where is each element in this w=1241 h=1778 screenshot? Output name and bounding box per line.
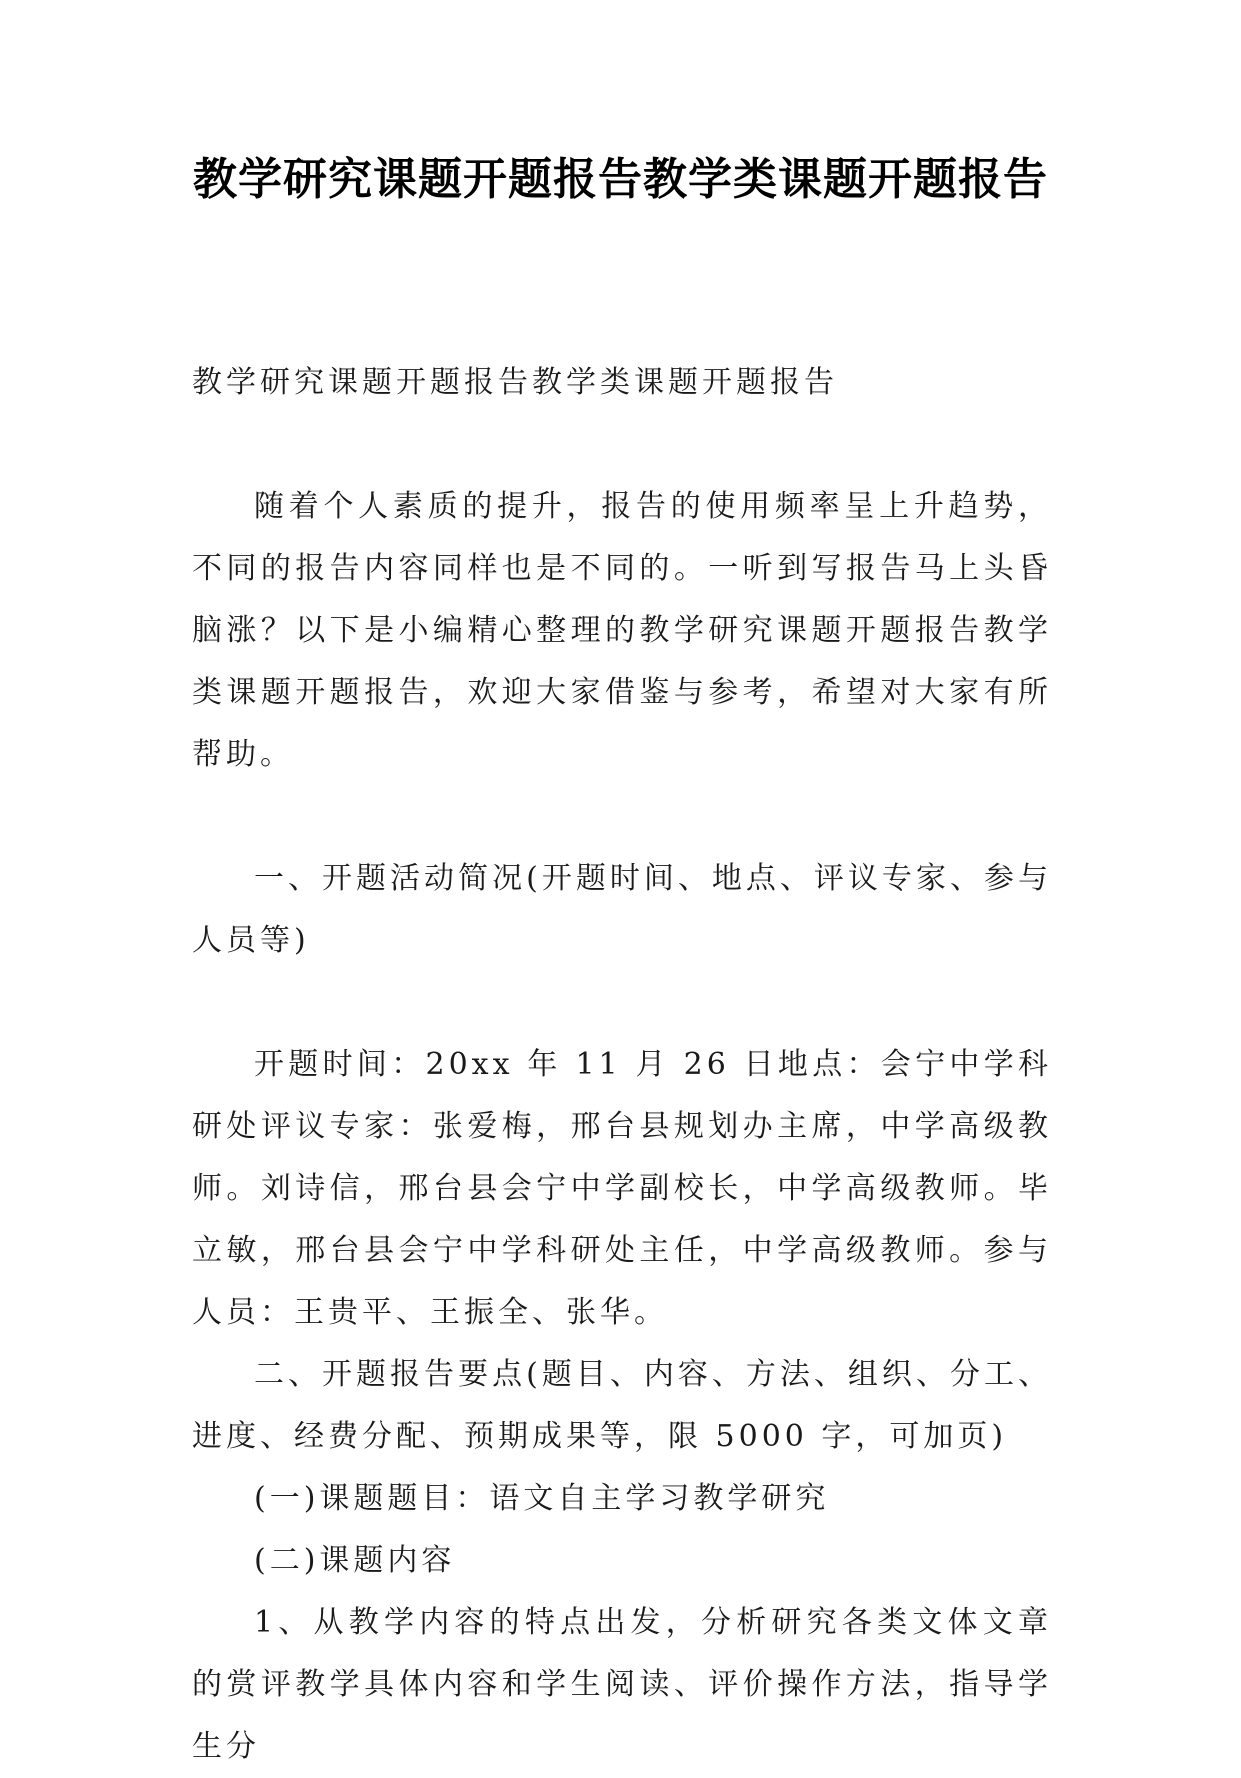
document-title: 教学研究课题开题报告教学类课题开题报告	[193, 154, 1048, 205]
document-subtitle: 教学研究课题开题报告教学类课题开题报告	[192, 365, 838, 400]
section-heading-2: 二、开题报告要点(题目、内容、方法、组织、分工、进度、经费分配、预期成果等，限 5000 字，可加页)	[192, 1357, 1052, 1454]
subsection-topic: (一)课题题目：语文自主学习教学研究	[254, 1481, 830, 1516]
section-heading-1: 一、开题活动简况(开题时间、地点、评议专家、参与人员等)	[192, 861, 1052, 958]
document-body	[192, 352, 1052, 1778]
content-item-1: 1、从教学内容的特点出发，分析研究各类文体文章的赏评教学具体内容和学生阅读、评价操作方法，指导学生分	[192, 1605, 1052, 1764]
subsection-content-heading: (二)课题内容	[254, 1543, 456, 1578]
opening-details-paragraph: 开题时间：20xx 年 11 月 26 日地点：会宁中学科研处评议专家：张爱梅，邢台县规划办主席，中学高级教师。刘诗信，邢台县会宁中学副校长，中学高级教师。毕立敏，邢台县会宁中学科研处主任，中学高级教师。参与人员：王贵平、王振全、张华。	[192, 1047, 1052, 1330]
intro-paragraph: 随着个人素质的提升，报告的使用频率呈上升趋势，不同的报告内容同样也是不同的。一听到写报告马上头昏脑涨？以下是小编精心整理的教学研究课题开题报告教学类课题开题报告，欢迎大家借鉴与参考，希望对大家有所帮助。	[192, 489, 1052, 772]
